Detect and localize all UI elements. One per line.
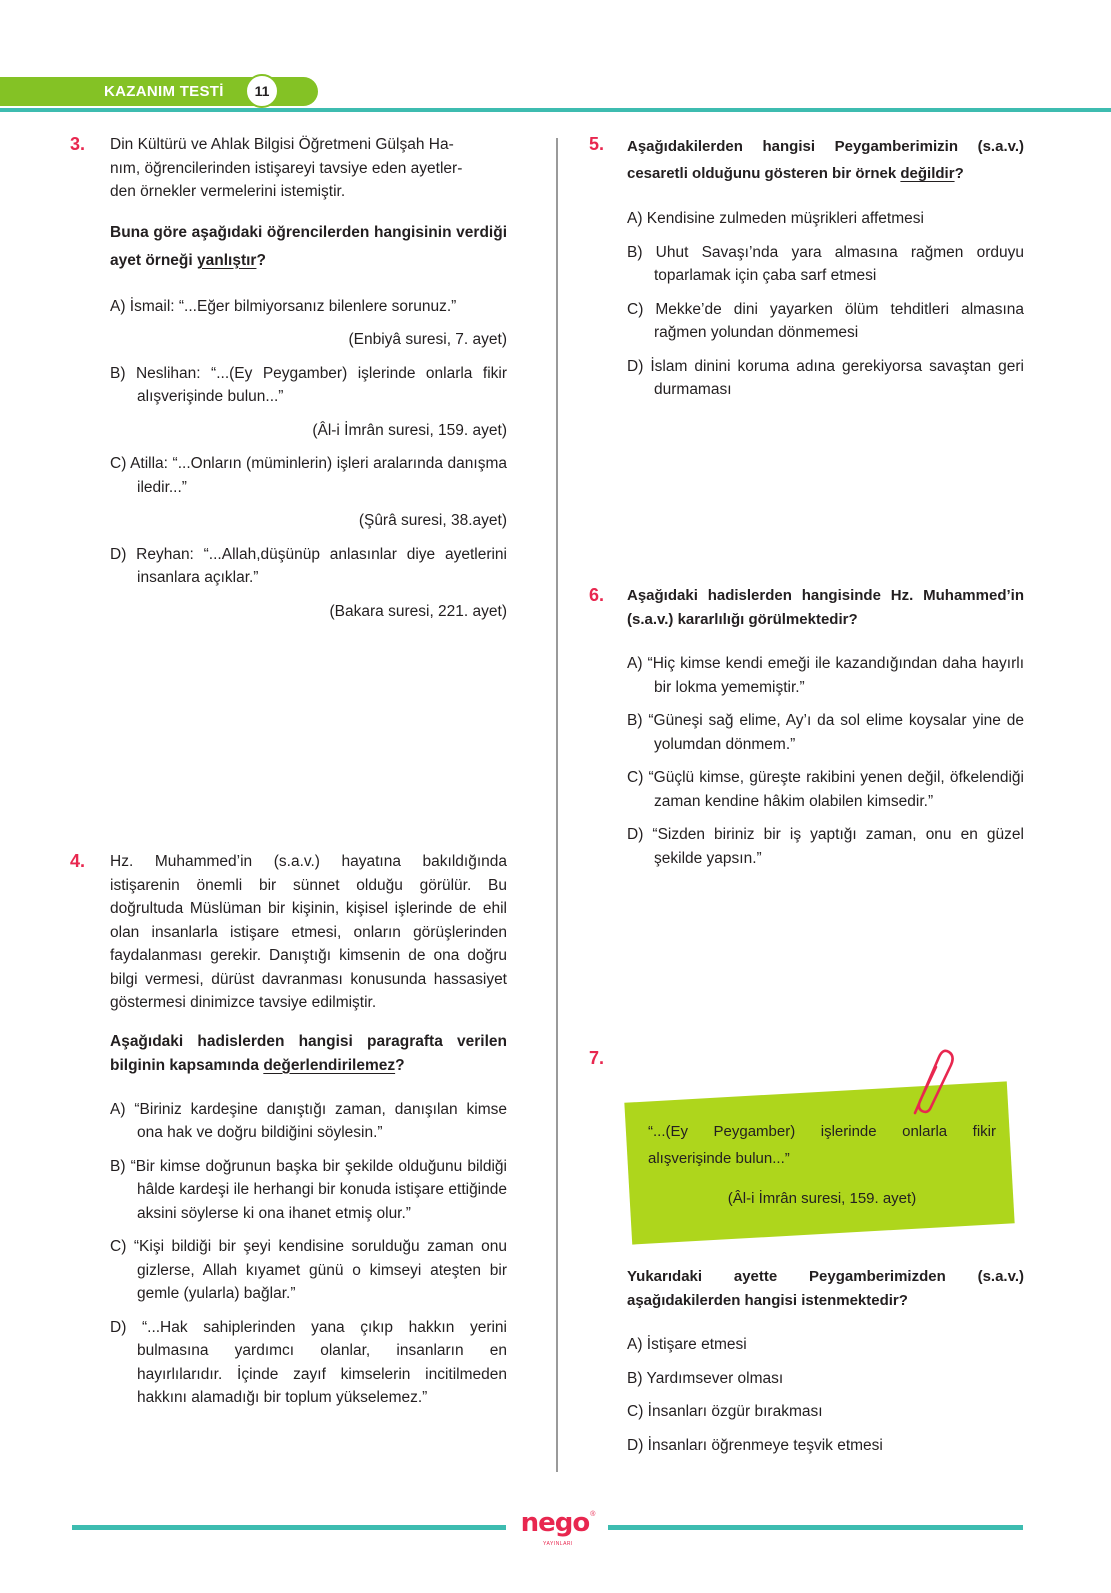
question-5	[627, 133, 1024, 402]
question-3-option-d[interactable]: D) Reyhan: “...Allah,düşünüp anlasınlar diye ayetlerini insanlara açıklar.”	[110, 545, 507, 586]
question-6-prompt: Aşağıdaki hadislerden hangisinde Hz. Muhammed’in (s.a.v.) kararlılığı görülmektedir?	[627, 587, 1024, 628]
prompt-end: ?	[395, 1056, 405, 1074]
logo-wordmark: nego	[520, 1508, 590, 1538]
prompt-emphasis: yanlıştır	[197, 251, 257, 269]
question-7-option-b[interactable]: B) Yardımsever olması	[627, 1369, 784, 1387]
question-4-option-b[interactable]: B) “Bir kimse doğrunun başka bir şekilde olduğunu bildiği hâlde kardeşi ile herhangi bir konuda istişare ettiğinde aksini söylerse ki ona ihanet etmiş olur.”	[110, 1157, 507, 1222]
question-5-option-a[interactable]: A) Kendisine zulmeden müşrikleri affetmesi	[627, 210, 924, 227]
column-divider	[556, 138, 558, 1472]
prompt-end: ?	[954, 165, 964, 182]
question-4-prompt	[110, 1030, 507, 1078]
question-4-stem: Hz. Muhammed’in (s.a.v.) hayatına bakıldığında istişarenin önemli bir sünnet olduğu görülür. Bu doğrultuda Müslüman bir kişinin, kişisel işlerinde de ehil olan insanlarla istişare etmesi, onların görüşlerinden faydalanması gerekir. Danıştığı kimsenin de ona doğru bilgi vermesi, dürüst davranması konusunda hassasiyet göstermesi dinimizce tavsiye edilmiştir.	[110, 853, 507, 1011]
question-5-number: 5.	[589, 134, 605, 154]
prompt-text: Aşağıdakilerden hangisi Peygamberimizin (s.a.v.) cesaretli olduğunu gösteren bir örnek	[627, 138, 1024, 182]
question-5-option-d[interactable]: D) İslam dinini koruma adına gerekiyorsa savaştan geri durmaması	[627, 357, 1024, 398]
stem-line: Din Kültürü ve Ahlak Bilgisi Öğretmeni Gülşah Ha-	[110, 136, 454, 153]
question-3-option-c[interactable]: C) Atilla: “...Onların (müminlerin) işleri aralarında danışma iledir...”	[110, 455, 507, 496]
question-4-option-c[interactable]: C) “Kişi bildiği bir şeyi kendisine sorulduğu zaman onu gizlerse, Allah kıyamet günü o kimseyi ateşten bir gemle (yularla) bağlar.”	[110, 1238, 507, 1302]
question-4-number: 4.	[70, 851, 86, 871]
logo-row	[508, 1510, 608, 1540]
prompt-text: Aşağıdaki hadislerden hangisi paragrafta verilen bilginin kapsamında	[110, 1032, 507, 1074]
question-3-option-b[interactable]: B) Neslihan: “...(Ey Peygamber) işlerinde onlarla fikir alışverişinde bulun...”	[110, 364, 507, 405]
stem-line: nım, öğrencilerinden istişareyi tavsiye eden ayetler-	[110, 159, 463, 177]
question-3-option-d-source: (Bakara suresi, 221. ayet)	[329, 602, 507, 620]
question-3-stem	[110, 133, 507, 204]
logo-subtitle: YAYINLARI	[543, 1541, 573, 1547]
prompt-text: Buna göre aşağıdaki öğrencilerden hangisinin verdiği ayet örneği	[110, 223, 507, 269]
question-7-option-a[interactable]: A) İstişare etmesi	[627, 1336, 747, 1353]
question-6-option-d[interactable]: D) “Sizden biriniz bir iş yaptığı zaman, onu en güzel şekilde yapsın.”	[627, 826, 1024, 867]
question-6-number: 6.	[589, 585, 605, 605]
question-3-number: 3.	[70, 134, 86, 154]
publisher-logo	[508, 1510, 608, 1548]
question-3-option-a[interactable]: A) İsmail: “...Eğer bilmiyorsanız bilenlere sorunuz.”	[110, 297, 457, 315]
question-6	[627, 584, 1024, 870]
question-7	[627, 1265, 1024, 1457]
question-6-option-c[interactable]: C) “Güçlü kimse, güreşte rakibini yenen değil, öfkelendiği zaman kendine hâkim olabilen kimsedir.”	[627, 769, 1024, 810]
question-3-option-c-source: (Şûrâ suresi, 38.ayet)	[358, 512, 507, 529]
header-rule	[0, 108, 1111, 112]
footer-rule-left	[72, 1525, 506, 1530]
footer-rule-right	[608, 1525, 1023, 1530]
prompt-end: ?	[256, 251, 266, 269]
stem-line: den örnekler vermelerini istemiştir.	[110, 183, 346, 200]
note-source: (Âl-i İmrân suresi, 159. ayet)	[727, 1190, 917, 1207]
question-6-option-b[interactable]: B) “Güneşi sağ elime, Ay’ı da sol elime koysalar yine de yolumdan dönmem.”	[627, 712, 1024, 753]
question-4-option-a[interactable]: A) “Biriniz kardeşine danıştığı zaman, danışılan kimse ona hak ve doğru bildiğini söylesin.”	[110, 1100, 507, 1141]
question-6-option-a[interactable]: A) “Hiç kimse kendi emeği ile kazandığından daha hayırlı bir lokma yememiştir.”	[627, 655, 1024, 696]
paperclip-icon	[905, 1045, 955, 1120]
question-7-prompt: Yukarıdaki ayette Peygamberimizden (s.a.v.) aşağıdakilerden hangisi istenmektedir?	[627, 1268, 1024, 1309]
prompt-emphasis: değildir	[900, 165, 955, 182]
test-title: KAZANIM TESTİ	[104, 83, 224, 100]
question-3-prompt	[110, 219, 507, 275]
question-5-option-b[interactable]: B) Uhut Savaşı’nda yara almasına rağmen orduyu toparlamak için çaba sarf etmesi	[627, 243, 1024, 284]
question-4-option-d[interactable]: D) “...Hak sahiplerinden yana çıkıp hakkın yerini bulmasına yardımcı olanlar, insanların en hayırlılarıdır. İçinde zayıf kimselerin incitilmeden hakkını alamadığı bir toplum yükselemez.”	[110, 1318, 507, 1406]
question-7-option-c[interactable]: C) İnsanları özgür bırakması	[627, 1403, 823, 1420]
question-4	[110, 850, 507, 1410]
question-3-option-a-source: (Enbiyâ suresi, 7. ayet)	[348, 331, 507, 348]
question-5-prompt	[627, 133, 1024, 187]
question-3	[110, 133, 507, 623]
question-3-option-b-source: (Âl-i İmrân suresi, 159. ayet)	[312, 421, 507, 439]
test-number-badge: 11	[245, 74, 279, 108]
prompt-emphasis: değerlendirilemez	[263, 1056, 396, 1074]
question-5-option-c[interactable]: C) Mekke’de dini yayarken ölüm tehditleri almasına rağmen yolundan dönmemesi	[627, 300, 1024, 341]
note-content	[648, 1118, 996, 1212]
question-7-number: 7.	[589, 1048, 605, 1068]
question-7-option-d[interactable]: D) İnsanları öğrenmeye teşvik etmesi	[627, 1436, 883, 1454]
note-quote: “...(Ey Peygamber) işlerinde onlarla fikir alışverişinde bulun...”	[648, 1123, 996, 1167]
registered-mark: ®	[590, 1511, 596, 1518]
